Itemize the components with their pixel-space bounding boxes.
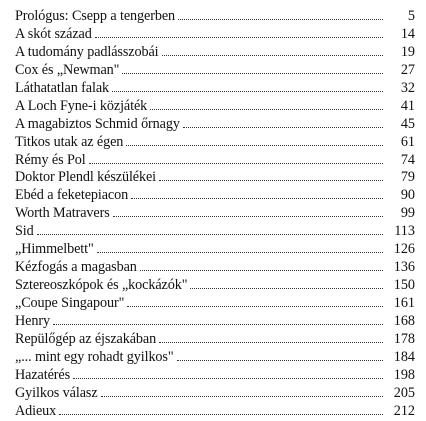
toc-entry bbox=[15, 349, 415, 367]
toc-dot-leader bbox=[113, 215, 383, 217]
toc-dot-leader bbox=[190, 287, 383, 289]
toc-entry bbox=[15, 62, 415, 80]
toc-dot-leader bbox=[140, 269, 383, 271]
toc-entry-title: A magabiztos Schmid őrnagy bbox=[15, 115, 180, 132]
toc-dot-leader bbox=[126, 144, 383, 146]
toc-page-number: 178 bbox=[393, 330, 415, 347]
toc-entry bbox=[15, 205, 415, 223]
toc-dot-leader bbox=[37, 233, 383, 235]
toc-page-number: 126 bbox=[393, 241, 415, 258]
toc-entry bbox=[15, 26, 415, 44]
toc-dot-leader bbox=[150, 108, 383, 110]
toc-entry-title: Rémy és Pol bbox=[15, 151, 86, 168]
toc-page-number: 99 bbox=[400, 205, 415, 222]
toc-dot-leader bbox=[53, 323, 383, 325]
toc-dot-leader bbox=[73, 377, 383, 379]
toc-page-number: 74 bbox=[400, 151, 415, 168]
toc-entry-title: „Coupe Singapour" bbox=[15, 295, 125, 311]
toc-dot-leader bbox=[97, 251, 383, 253]
toc-page-number: 45 bbox=[400, 115, 415, 132]
toc-entry-title: A tudomány padlásszobái bbox=[15, 43, 159, 60]
toc-page-number: 161 bbox=[393, 295, 415, 311]
toc-dot-leader bbox=[101, 395, 383, 397]
toc-entry bbox=[15, 116, 415, 134]
toc-entry-title: Repülőgép az éjszakában bbox=[15, 330, 157, 347]
toc-page-number: 168 bbox=[393, 312, 415, 329]
toc-entry-title: Worth Matravers bbox=[15, 205, 110, 222]
toc-page-number: 113 bbox=[394, 223, 415, 240]
table-of-contents bbox=[15, 8, 415, 421]
toc-page-number: 150 bbox=[393, 277, 415, 294]
toc-page-number: 90 bbox=[400, 187, 415, 204]
toc-entry-title: „... mint egy rohadt gyilkos" bbox=[15, 348, 174, 365]
toc-entry-title: „Himmelbett" bbox=[15, 241, 94, 258]
toc-dot-leader bbox=[122, 72, 383, 74]
toc-page-number: 205 bbox=[393, 384, 415, 401]
toc-entry-title: Prológus: Csepp a tengerben bbox=[15, 8, 176, 24]
toc-entry-title: A Loch Fyne-i közjáték bbox=[15, 97, 148, 114]
toc-page-number: 5 bbox=[407, 8, 415, 24]
toc-entry-title: Titkos utak az égen bbox=[15, 133, 124, 150]
toc-entry bbox=[15, 44, 415, 62]
toc-entry-title: Kézfogás a magasban bbox=[15, 259, 137, 276]
toc-page-number: 61 bbox=[400, 133, 415, 150]
toc-entry-title: Sztereoszkópok és „kockázók" bbox=[15, 277, 188, 294]
toc-dot-leader bbox=[159, 179, 383, 181]
toc-entry bbox=[15, 313, 415, 331]
toc-entry bbox=[15, 134, 415, 152]
toc-entry bbox=[15, 331, 415, 349]
toc-entry bbox=[15, 241, 415, 259]
toc-entry bbox=[15, 403, 415, 421]
toc-dot-leader bbox=[112, 90, 383, 92]
toc-entry-title: Henry bbox=[15, 312, 50, 329]
toc-dot-leader bbox=[177, 359, 383, 361]
toc-dot-leader bbox=[183, 126, 383, 128]
toc-entry bbox=[15, 259, 415, 277]
toc-entry bbox=[15, 367, 415, 385]
toc-entry-title: Cox és „Newman" bbox=[15, 61, 120, 78]
toc-entry-title: Doktor Plendl készülékei bbox=[15, 169, 157, 186]
toc-page-number: 19 bbox=[400, 43, 415, 60]
toc-entry-title: Láthatatlan falak bbox=[15, 79, 110, 96]
toc-entry bbox=[15, 295, 415, 313]
toc-entry-title: Sid bbox=[15, 223, 34, 240]
toc-entry-title: A skót század bbox=[15, 25, 92, 42]
toc-dot-leader bbox=[159, 341, 383, 343]
toc-entry bbox=[15, 98, 415, 116]
toc-dot-leader bbox=[89, 162, 383, 164]
toc-page-number: 27 bbox=[400, 61, 415, 78]
toc-dot-leader bbox=[59, 413, 383, 415]
toc-page-number: 184 bbox=[393, 348, 415, 365]
toc-dot-leader bbox=[95, 36, 383, 38]
toc-dot-leader bbox=[178, 18, 383, 20]
toc-page-number: 198 bbox=[393, 366, 415, 383]
toc-entry-title: Adieux bbox=[15, 402, 57, 419]
toc-page-number: 136 bbox=[393, 259, 415, 276]
toc-entry bbox=[15, 152, 415, 170]
toc-page-number: 14 bbox=[400, 25, 415, 42]
toc-entry-title: Hazatérés bbox=[15, 366, 71, 383]
toc-entry-title: Gyilkos válasz bbox=[15, 384, 98, 401]
toc-dot-leader bbox=[162, 54, 384, 56]
toc-entry bbox=[15, 187, 415, 205]
toc-entry bbox=[15, 169, 415, 187]
toc-page-number: 79 bbox=[400, 169, 415, 186]
toc-entry bbox=[15, 8, 415, 26]
toc-page-number: 41 bbox=[400, 97, 415, 114]
toc-page-number: 32 bbox=[400, 79, 415, 96]
toc-page-number: 212 bbox=[393, 402, 415, 419]
toc-entry-title: Ebéd a feketepiacon bbox=[15, 187, 129, 204]
toc-entry bbox=[15, 80, 415, 98]
toc-entry bbox=[15, 277, 415, 295]
toc-dot-leader bbox=[131, 197, 383, 199]
toc-entry bbox=[15, 223, 415, 241]
toc-entry bbox=[15, 385, 415, 403]
toc-dot-leader bbox=[127, 305, 383, 307]
